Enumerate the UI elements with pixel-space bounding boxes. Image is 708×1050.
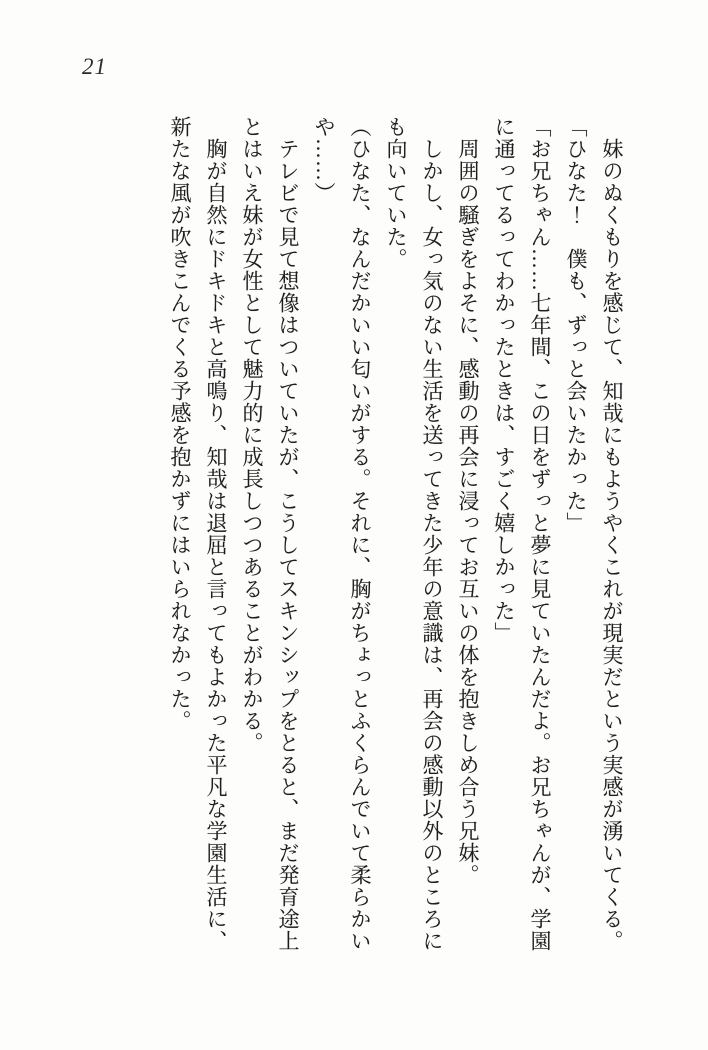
text-line: テレビで見て想像はついていたが、こうしてスキンシップをとると、まだ発育途上 — [276, 116, 300, 952]
text-line: （ひなた、なんだかいい匂いがする。それに、胸がちょっとふくらんでいて柔らかい — [348, 116, 372, 952]
text-line: 新たな風が吹きこんでくる予感を抱かずにはいられなかった。 — [168, 116, 192, 732]
page-number: 21 — [82, 54, 107, 79]
text-line: 「お兄ちゃん……七年間、この日をずっと夢に見ていたんだよ。お兄ちゃんが、学園 — [528, 116, 552, 952]
text-line: や……） — [312, 116, 336, 204]
text-line: 胸が自然にドキドキと高鳴り、知哉は退屈と言ってもよかった平凡な学園生活に、 — [204, 116, 228, 952]
text-line: 周囲の騒ぎをよそに、感動の再会に浸ってお互いの体を抱きしめ合う兄妹。 — [456, 116, 480, 886]
text-line: 妹のぬくもりを感じて、知哉にもようやくこれが現実だという実感が湧いてくる。 — [600, 116, 624, 952]
text-line: とはいえ妹が女性として魅力的に成長しつつあることがわかる。 — [240, 116, 264, 754]
text-block — [162, 116, 630, 960]
text-line: も向いていた。 — [384, 116, 408, 270]
text-line: 「ひなた！ 僕も、ずっと会いたかった」 — [564, 116, 588, 534]
text-line: に通ってるってわかったときは、すごく嬉しかった」 — [492, 116, 516, 644]
text-line: しかし、女っ気のない生活を送ってきた少年の意識は、再会の感動以外のところに — [420, 116, 444, 952]
